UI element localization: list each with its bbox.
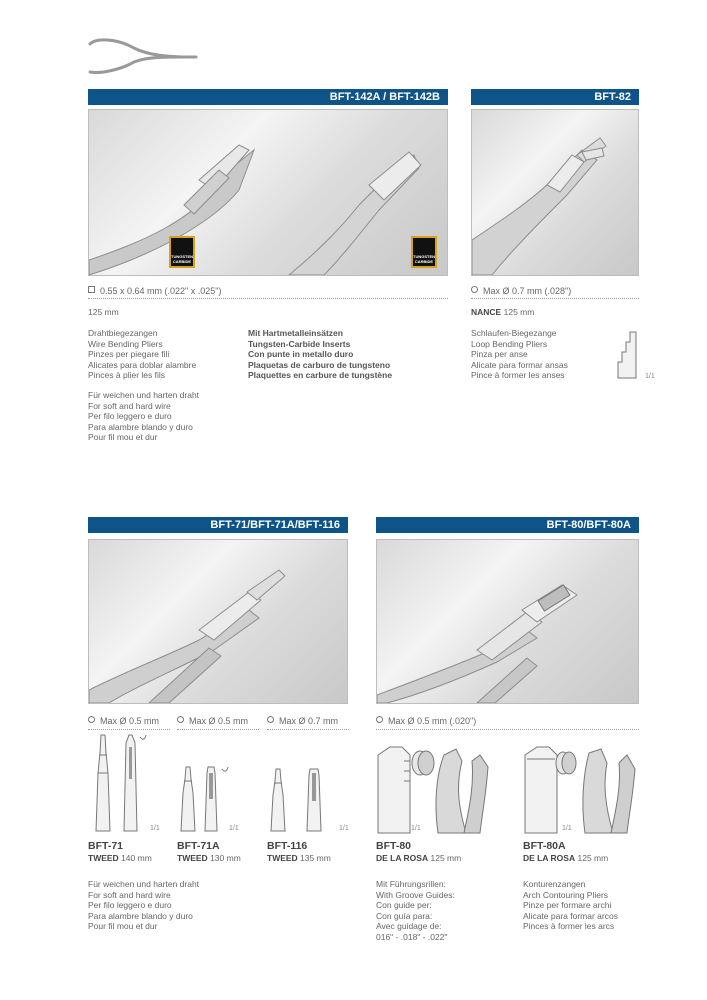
- spec-text: Max Ø 0.7 mm (.028"): [483, 286, 572, 296]
- section-header-bft-82: BFT-82: [471, 89, 639, 105]
- length-bft-142: 125 mm: [88, 307, 119, 317]
- spec-bft-116: [267, 716, 338, 726]
- spec-bft-82: [471, 286, 571, 296]
- tip-diagram-bft-80: [376, 745, 496, 835]
- product-photo-bft-71: [88, 539, 348, 704]
- spec-text: 0.55 x 0.64 mm (.022" x .025"): [100, 286, 222, 296]
- section-header-bft-71: BFT-71/BFT-71A/BFT-116: [88, 517, 348, 533]
- scale-label: 1/1: [339, 825, 349, 832]
- divider: [88, 298, 448, 299]
- divider: [267, 729, 349, 730]
- model-type-bft-80: DE LA ROSA 125 mm: [376, 853, 462, 863]
- spec-bft-71a: [177, 716, 248, 726]
- scale-label: 1/1: [562, 825, 572, 832]
- tip-diagram-bft-116: [267, 765, 327, 833]
- section-header-bft-142: BFT-142A / BFT-142B: [88, 89, 448, 105]
- model-code-bft-80a: BFT-80A: [523, 840, 566, 852]
- model-type-bft-116: TWEED 135 mm: [267, 853, 331, 863]
- type-bft-82: NANCE 125 mm: [471, 307, 535, 317]
- model-type-bft-71a: TWEED 130 mm: [177, 853, 241, 863]
- product-photo-bft-142: [88, 109, 448, 276]
- tip-diagram-bft-71a: [177, 763, 237, 833]
- scale-label: 1/1: [411, 825, 421, 832]
- tungsten-carbide-badge: TUNGSTEN CARBIDE: [169, 236, 195, 268]
- divider: [88, 729, 170, 730]
- product-photo-bft-82: [471, 109, 639, 276]
- stepped-tip-diagram: [616, 330, 638, 380]
- circle-bullet-icon: [471, 286, 478, 293]
- spec-text: Max Ø 0.7 mm: [279, 716, 339, 726]
- usage-bft-80a: Konturenzangen Arch Contouring Pliers Pinze per formare archi Alicate para formar arcos Pinces à former les arcs: [523, 879, 618, 932]
- usage-bft-80: Mit Führungsrillen: With Groove Guides: Con guide per: Con guía para: Avec guidage de: 016" - .018" - .022": [376, 879, 455, 942]
- model-type-bft-71: TWEED 140 mm: [88, 853, 152, 863]
- usage-bft-71: Für weichen und harten draht For soft and hard wire Per filo leggero e duro Para alambre blando y duro Pour fil mou et dur: [88, 879, 200, 932]
- features-bft-142: Mit Hartmetalleinsätzen Tungsten-Carbide Inserts Con punte in metallo duro Plaquetas de carburo de tungsteno Plaquettes en carbure de tungstène: [248, 328, 393, 381]
- spec-text: Max Ø 0.5 mm (.020"): [388, 716, 477, 726]
- model-code-bft-116: BFT-116: [267, 840, 308, 852]
- scale-label: 1/1: [229, 825, 239, 832]
- model-code-bft-71a: BFT-71A: [177, 840, 220, 852]
- divider: [471, 298, 639, 299]
- model-code-bft-80: BFT-80: [376, 840, 412, 852]
- square-bullet-icon: [88, 286, 95, 293]
- spec-bft-71: [88, 716, 159, 726]
- circle-bullet-icon: [177, 716, 184, 723]
- model-type-bft-80a: DE LA ROSA 125 mm: [523, 853, 609, 863]
- circle-bullet-icon: [267, 716, 274, 723]
- circle-bullet-icon: [376, 716, 383, 723]
- names-bft-82: Schlaufen-Biegezange Loop Bending Pliers Pinza per anse Alicate para formar ansas Pince à former les anses: [471, 328, 568, 381]
- section-header-bft-80: BFT-80/BFT-80A: [376, 517, 639, 533]
- spec-bft-80: [376, 716, 476, 726]
- tip-diagram-bft-80a: [523, 745, 643, 835]
- scale-label: 1/1: [150, 825, 160, 832]
- product-photo-bft-80: [376, 539, 639, 704]
- spec-bft-142: [88, 286, 221, 296]
- usage-bft-142: Für weichen und harten draht For soft and hard wire Per filo leggero e duro Para alambre blando y duro Pour fil mou et dur: [88, 390, 200, 443]
- scale-label: 1/1: [645, 373, 655, 380]
- model-code-bft-71: BFT-71: [88, 840, 124, 852]
- tip-diagram-bft-71: [88, 733, 168, 833]
- spec-text: Max Ø 0.5 mm: [100, 716, 160, 726]
- divider: [376, 729, 639, 730]
- spec-text: Max Ø 0.5 mm: [189, 716, 249, 726]
- pliers-outline-icon: [86, 36, 201, 78]
- names-bft-142: Drahtbiegezangen Wire Bending Pliers Pinzes per piegare fili Alicates para doblar alambre Pinces à plier les fils: [88, 328, 197, 381]
- divider: [177, 729, 259, 730]
- circle-bullet-icon: [88, 716, 95, 723]
- tungsten-carbide-badge: TUNGSTEN CARBIDE: [411, 236, 437, 268]
